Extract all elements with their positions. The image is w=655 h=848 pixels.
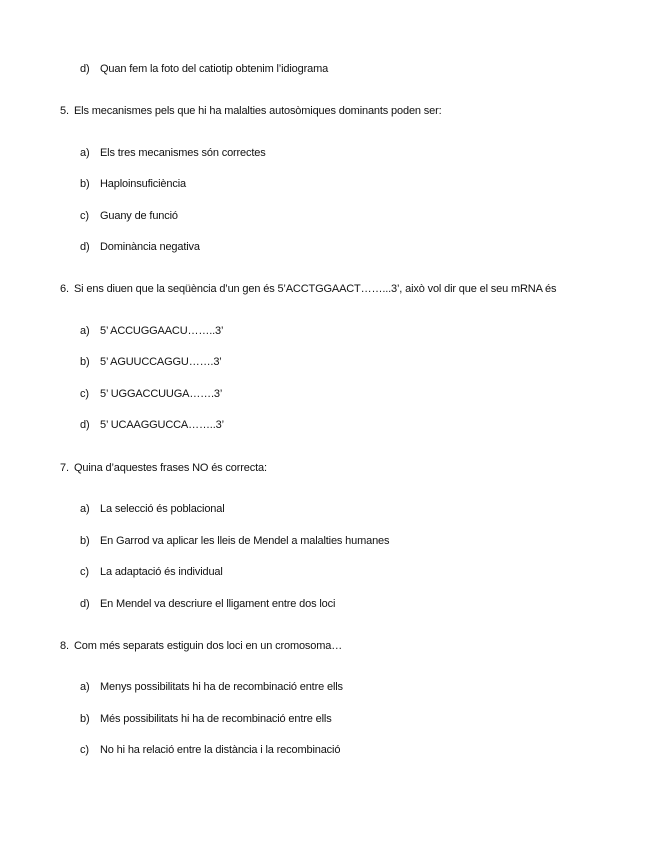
option-text: Quan fem la foto del catiotip obtenim l’idiograma: [100, 63, 329, 75]
option-letter: b): [80, 356, 90, 368]
question-8-option-a: [80, 680, 343, 694]
option-text: 5’ UGGACCUUGA…….3’: [100, 388, 223, 400]
question-6-option-d: [80, 418, 224, 432]
question-7: [60, 461, 267, 475]
option-text: Més possibilitats hi ha de recombinació entre ells: [100, 713, 332, 725]
question-number: 8.: [60, 640, 69, 652]
option-text: En Garrod va aplicar les lleis de Mendel a malalties humanes: [100, 535, 390, 547]
question-text: Com més separats estiguin dos loci en un cromosoma…: [74, 640, 343, 652]
question-5-option-c: [80, 209, 178, 223]
option-letter: d): [80, 419, 90, 431]
option-text: 5’ AGUUCCAGGU…….3’: [100, 356, 222, 368]
question-7-option-a: [80, 502, 225, 516]
option-text: Els tres mecanismes són correctes: [100, 147, 266, 159]
option-letter: d): [80, 63, 90, 75]
option-letter: c): [80, 388, 89, 400]
question-5-option-b: [80, 177, 186, 191]
question-7-option-b: [80, 534, 389, 548]
question-8-option-b: [80, 712, 332, 726]
option-letter: a): [80, 503, 90, 515]
question-6: [60, 282, 556, 296]
option-text: La selecció és poblacional: [100, 503, 225, 515]
question-7-option-d: [80, 597, 335, 611]
option-letter: c): [80, 566, 89, 578]
question-text: Els mecanismes pels que hi ha malalties autosòmiques dominants poden ser:: [74, 105, 442, 117]
question-5-option-a: [80, 146, 266, 160]
option-text: 5’ UCAAGGUCCA……..3’: [100, 419, 224, 431]
option-d-carryover: [80, 62, 328, 76]
option-letter: a): [80, 325, 90, 337]
option-text: No hi ha relació entre la distància i la recombinació: [100, 744, 341, 756]
question-text: Si ens diuen que la seqüència d’un gen és 5’ACCTGGAACT……...3’, això vol dir que el seu mRNA és: [74, 283, 557, 295]
option-text: 5’ ACCUGGAACU……..3’: [100, 325, 224, 337]
option-letter: c): [80, 210, 89, 222]
option-text: La adaptació és individual: [100, 566, 223, 578]
option-text: Guany de funció: [100, 210, 178, 222]
question-6-option-c: [80, 387, 222, 401]
question-text: Quina d’aquestes frases NO és correcta:: [74, 462, 267, 474]
question-number: 6.: [60, 283, 69, 295]
question-6-option-a: [80, 324, 223, 338]
option-letter: b): [80, 535, 90, 547]
option-letter: d): [80, 241, 90, 253]
option-text: Menys possibilitats hi ha de recombinació entre ells: [100, 681, 343, 693]
option-letter: c): [80, 744, 89, 756]
question-5: [60, 104, 442, 118]
option-letter: b): [80, 713, 90, 725]
question-7-option-c: [80, 565, 223, 579]
option-text: Haploinsuficiència: [100, 178, 186, 190]
question-8-option-c: [80, 743, 340, 757]
option-letter: d): [80, 598, 90, 610]
question-number: 7.: [60, 462, 69, 474]
option-letter: a): [80, 681, 90, 693]
option-text: Dominància negativa: [100, 241, 200, 253]
option-text: En Mendel va descriure el lligament entre dos loci: [100, 598, 336, 610]
question-8: [60, 639, 342, 653]
question-5-option-d: [80, 240, 200, 254]
option-letter: a): [80, 147, 90, 159]
option-letter: b): [80, 178, 90, 190]
question-6-option-b: [80, 355, 222, 369]
question-number: 5.: [60, 105, 69, 117]
